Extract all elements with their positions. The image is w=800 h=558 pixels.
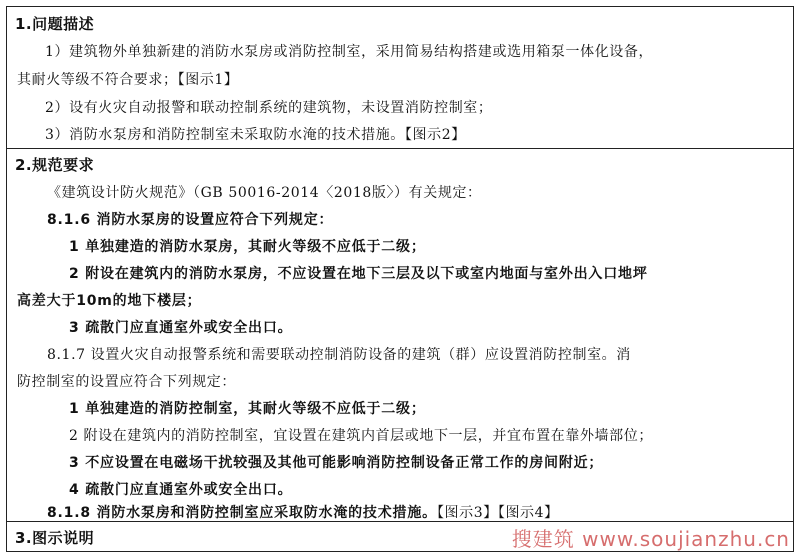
document-table [6, 6, 794, 552]
clause-item-continued: 高差大于10m的地下楼层； [17, 293, 202, 309]
clause-item: 1 单独建造的消防水泵房，其耐火等级不应低于二级； [69, 239, 426, 255]
clause-heading-with-figures [47, 502, 559, 522]
clause-heading: 8.1.6 消防水泵房的设置应符合下列规定： [47, 212, 334, 228]
text-line: 3）消防水泵房和消防控制室未采取防水淹的技术措施。【图示2】 [45, 127, 466, 143]
text-line: 《建筑设计防火规范》（GB 50016-2014〈2018版〉）有关规定： [47, 185, 482, 201]
problem-description-section [7, 7, 793, 149]
figure-refs: 【图示3】【图示4】 [436, 505, 559, 521]
text-line: 其耐火等级不符合要求；【图示1】 [17, 72, 239, 88]
clause-item: 2 附设在建筑内的消防水泵房，不应设置在地下三层及以下或室内地面与室外出入口地坪 [69, 266, 648, 282]
clause-item: 3 不应设置在电磁场干扰较强及其他可能影响消防控制设备正常工作的房间附近； [69, 455, 604, 471]
text-line: 2）设有火灾自动报警和联动控制系统的建筑物，未设置消防控制室； [45, 100, 493, 116]
clause-item: 3 疏散门应直通室外或安全出口。 [69, 320, 293, 336]
section-heading-requirements: 2.规范要求 [15, 156, 95, 174]
clause-text: 8.1.8 消防水泵房和消防控制室应采取防水淹的技术措施。 [47, 505, 437, 521]
watermark: 搜建筑 www.soujianzhu.cn [511, 527, 790, 551]
clause-item: 2 附设在建筑内的消防控制室，宜设置在建筑内首层或地下一层，并宜布置在靠外墙部位； [69, 428, 653, 444]
section-heading-figures: 3.图示说明 [15, 529, 95, 547]
clause-heading: 8.1.7 设置火灾自动报警系统和需要联动控制消防设备的建筑（群）应设置消防控制室。消 [47, 347, 631, 363]
code-requirements-section [7, 149, 793, 522]
clause-item: 1 单独建造的消防控制室，其耐火等级不应低于二级； [69, 401, 426, 417]
clause-heading-continued: 防控制室的设置应符合下列规定： [17, 374, 236, 390]
section-heading-problem: 1.问题描述 [15, 15, 95, 33]
clause-item: 4 疏散门应直通室外或安全出口。 [69, 482, 293, 498]
text-line: 1）建筑物外单独新建的消防水泵房或消防控制室，采用简易结构搭建或选用箱泵一体化设备， [45, 44, 654, 60]
